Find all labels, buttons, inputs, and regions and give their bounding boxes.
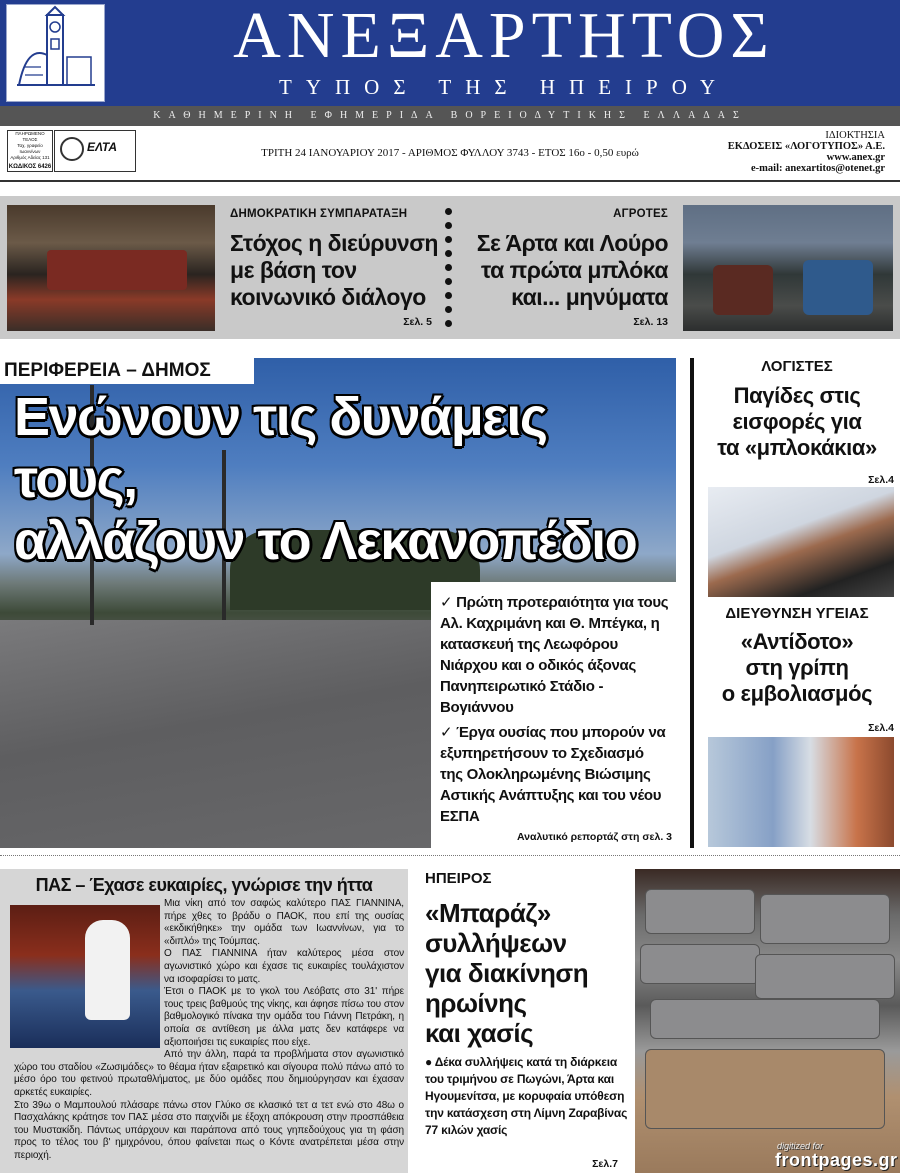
postage-line: ΠΛΗΡΩΜΕΝΟ ΤΕΛΟΣ [15,131,45,142]
headline-line: Σε Άρτα και Λούρο [476,230,668,256]
lead-bullet: ✓ Έργα ουσίας που μπορούν να εξυπηρετήσουν το Σχεδιασμό της Ολοκληρωμένης Βιώσιμης Αστικής Ανάπτυξης και του νέου ΕΣΠΑ [440,724,666,825]
dot-divider [445,208,452,215]
page-reference: Σελ.4 [868,722,894,734]
article-paragraph: Μια νίκη από τον σαφώς καλύτερο ΠΑΣ ΓΙΑΝΝΙΝΑ, πήρε χθες το βράδυ ο ΠΑΟΚ, που επί της ουσίας «εκδικήθηκε» την ομάδα των Ιωαννίνων, για το «διπλό» της Τούμπας. [164,898,404,947]
story-headline[interactable] [425,898,625,1048]
divider [0,180,900,182]
publisher-name: ΕΚΔΟΣΕΙΣ «ΛΟΓΟΤΥΠΟΣ» Α.Ε. [727,141,885,152]
meeting-photo [7,205,215,331]
ownership-label: ΙΔΙΟΚΤΗΣΙΑ [825,130,885,141]
headline-line: και... μηνύματα [511,284,668,310]
story-kicker: ΑΓΡΟΤΕΣ [613,208,668,220]
newspaper-subtitle: ΤΥΠΟΣ ΤΗΣ ΗΠΕΙΡΟΥ [279,75,729,99]
headline-line: και χασίς [425,1018,534,1048]
ownership-info [660,130,885,174]
drug-packages-photo [635,869,900,1173]
lead-bullet: ✓ Πρώτη προτεραιότητα για τους Αλ. Καχριμάνη και Θ. Μπέγκα, η κατασκευή της Λεωφόρου Νιάρχου και ο οδικός άξονας Πανηπειρωτικό Στάδιο - Βογιάννου [440,594,669,716]
clocktower-logo-icon [6,4,105,102]
headline-line: ο εμβολιασμός [721,681,873,706]
page-reference: Αναλυτικό ρεπορτάζ στη σελ. 3 [516,831,672,843]
headline-line: Παγίδες στις [733,383,861,408]
page-reference: Σελ.7 [592,1158,618,1170]
page-reference: Σελ. 5 [403,316,432,328]
newspaper-tagline: ΚΑΘΗΜΕΡΙΝΗ ΕΦΗΜΕΡΙΔΑ ΒΟΡΕΙΟΔΥΤΙΚΗΣ ΕΛΛΑΔΑΣ [0,106,900,126]
headline-line: αλλάζουν το Λεκανοπέδιο [14,511,637,571]
postage-line: Ταχ. γραφείο Ιωαννίνων [17,143,43,154]
elta-logo: ΕΛΤΑ [87,140,118,154]
story-headline[interactable] [450,230,668,311]
seal-icon [60,137,84,161]
article-paragraph: Στο 39ω ο Μαμπουλού πλάσαρε πάνω στον Γλύκο σε κλασικό τετ α τετ ενώ στο 48ω ο Πασχαλάκης κράτησε τον ΠΑΣ μέσα στο παιχνίδι με έξοχη απόκρουση στην προσπάθεια του Μυστακίδη. Πάντως υπάρχουν και παράπονα από τους γηπεδούχους για τη φάση προς το τέλος του β' ημιχρόνου, όπου φαίνεται πως ο Κόντε ανατρέπεται μέσα στην περιοχή. [14,1099,404,1161]
email-link[interactable]: e-mail: anexartitos@otenet.gr [751,163,885,174]
headline-line: κοινωνικό διάλογο [230,284,426,310]
headline-line: ηρωίνης [425,988,527,1018]
newspaper-title: ΑΝΕΞΑΡΤΗΤΟΣ [233,0,775,72]
sports-article [14,898,404,1162]
story-headline[interactable] [230,230,440,311]
headline-line: για διακίνηση [425,958,589,988]
watermark-line: digitized for [777,1141,824,1151]
story-kicker: ΗΠΕΙΡΟΣ [425,870,492,887]
website-link[interactable]: www.anex.gr [826,152,885,163]
tractors-photo [683,205,893,331]
page-reference: Σελ.4 [868,474,894,486]
headline-line: «Μπαράζ» [425,898,551,928]
story-kicker: ΔΗΜΟΚΡΑΤΙΚΗ ΣΥΜΠΑΡΑΤΑΞΗ [230,208,408,220]
story-kicker: ΔΙΕΥΘΥΝΣΗ ΥΓΕΙΑΣ [725,605,869,622]
headline-line: συλλήψεων [425,928,567,958]
postage-code: ΚΩΔΙΚΟΣ 6426 [8,164,52,170]
issue-info: ΤΡΙΤΗ 24 ΙΑΝΟΥΑΡΙΟΥ 2017 - ΑΡΙΘΜΟΣ ΦΥΛΛΟΥ 3743 - ΕΤΟΣ 16ο - 0,50 ευρώ [261,147,639,159]
page-reference: Σελ. 13 [633,316,668,328]
story-headline[interactable] [700,629,894,707]
story-headline[interactable]: ΠΑΣ – Έχασε ευκαιρίες, γνώρισε την ήττα [35,875,373,895]
divider [0,855,900,856]
lead-kicker: ΠΕΡΙΦΕΡΕΙΑ – ΔΗΜΟΣ [4,360,211,381]
calculator-photo [708,487,894,597]
article-paragraph: Ο ΠΑΣ ΓΙΑΝΝΙΝΑ ήταν καλύτερος μέσα στον αγωνιστικό χώρο και έχασε τις ευκαιρίες τουλάχιστον να ισοφαρίσει το ματς. [164,948,404,985]
article-paragraph: Από την άλλη, παρά τα προβλήματα στον αγωνιστικό χώρο του σταδίου «Ζωσιμάδες» το θέαμα ήταν εξαιρετικό και σίγουρα πολύ πάνω από το μέσο όρο του φετινού πρωταθλήματος, με δύο ομάδες που δημιούργησαν και έχασαν αρκετές ευκαιρίες. [14,1049,404,1098]
lead-headline[interactable] [14,386,674,572]
headline-line: τα «μπλοκάκια» [717,435,877,460]
dot-divider [445,320,452,327]
watermark-site: frontpages.gr [775,1150,898,1170]
headline-line: στη γρίπη [745,655,849,680]
vaccination-photo [708,737,894,847]
story-bullet: ● Δέκα συλλήψεις κατά τη διάρκεια του τριμήνου σε Πωγώνι, Άρτα και Ηγουμενίτσα, με κορυφαία υπόθεση την κατάσχεση στη Λίμνη Ζαραβίνας 77 κιλών χασίς [425,1055,628,1137]
headline-line: τα πρώτα μπλόκα [480,257,668,283]
headline-line: «Αντίδοτο» [740,629,854,654]
headline-line: Ενώνουν τις δυνάμεις τους, [14,387,547,509]
headline-line: Στόχος η διεύρυνση [230,230,438,256]
story-headline[interactable] [700,383,894,461]
headline-line: εισφορές για [732,409,862,434]
headline-line: με βάση τον [230,257,357,283]
story-kicker: ΛΟΓΙΣΤΕΣ [761,358,833,375]
article-paragraph: Έτσι ο ΠΑΟΚ με το γκολ του Λεόβατς στο 31' πήρε τους τρεις βαθμούς της νίκης, και άφησε πίσω του στον βαθμολογικό πίνακα την ομάδα του Γιάννη Πετράκη, η οποία σε αντίθεση με άλλα ματς δεν κατάφερε να αξιοποιήσει τις ευκαιρίες που είχε. [164,986,404,1048]
column-divider [690,358,694,848]
postage-line: Αριθμός Αδείας 131 [10,155,50,160]
dot-divider [445,222,452,229]
